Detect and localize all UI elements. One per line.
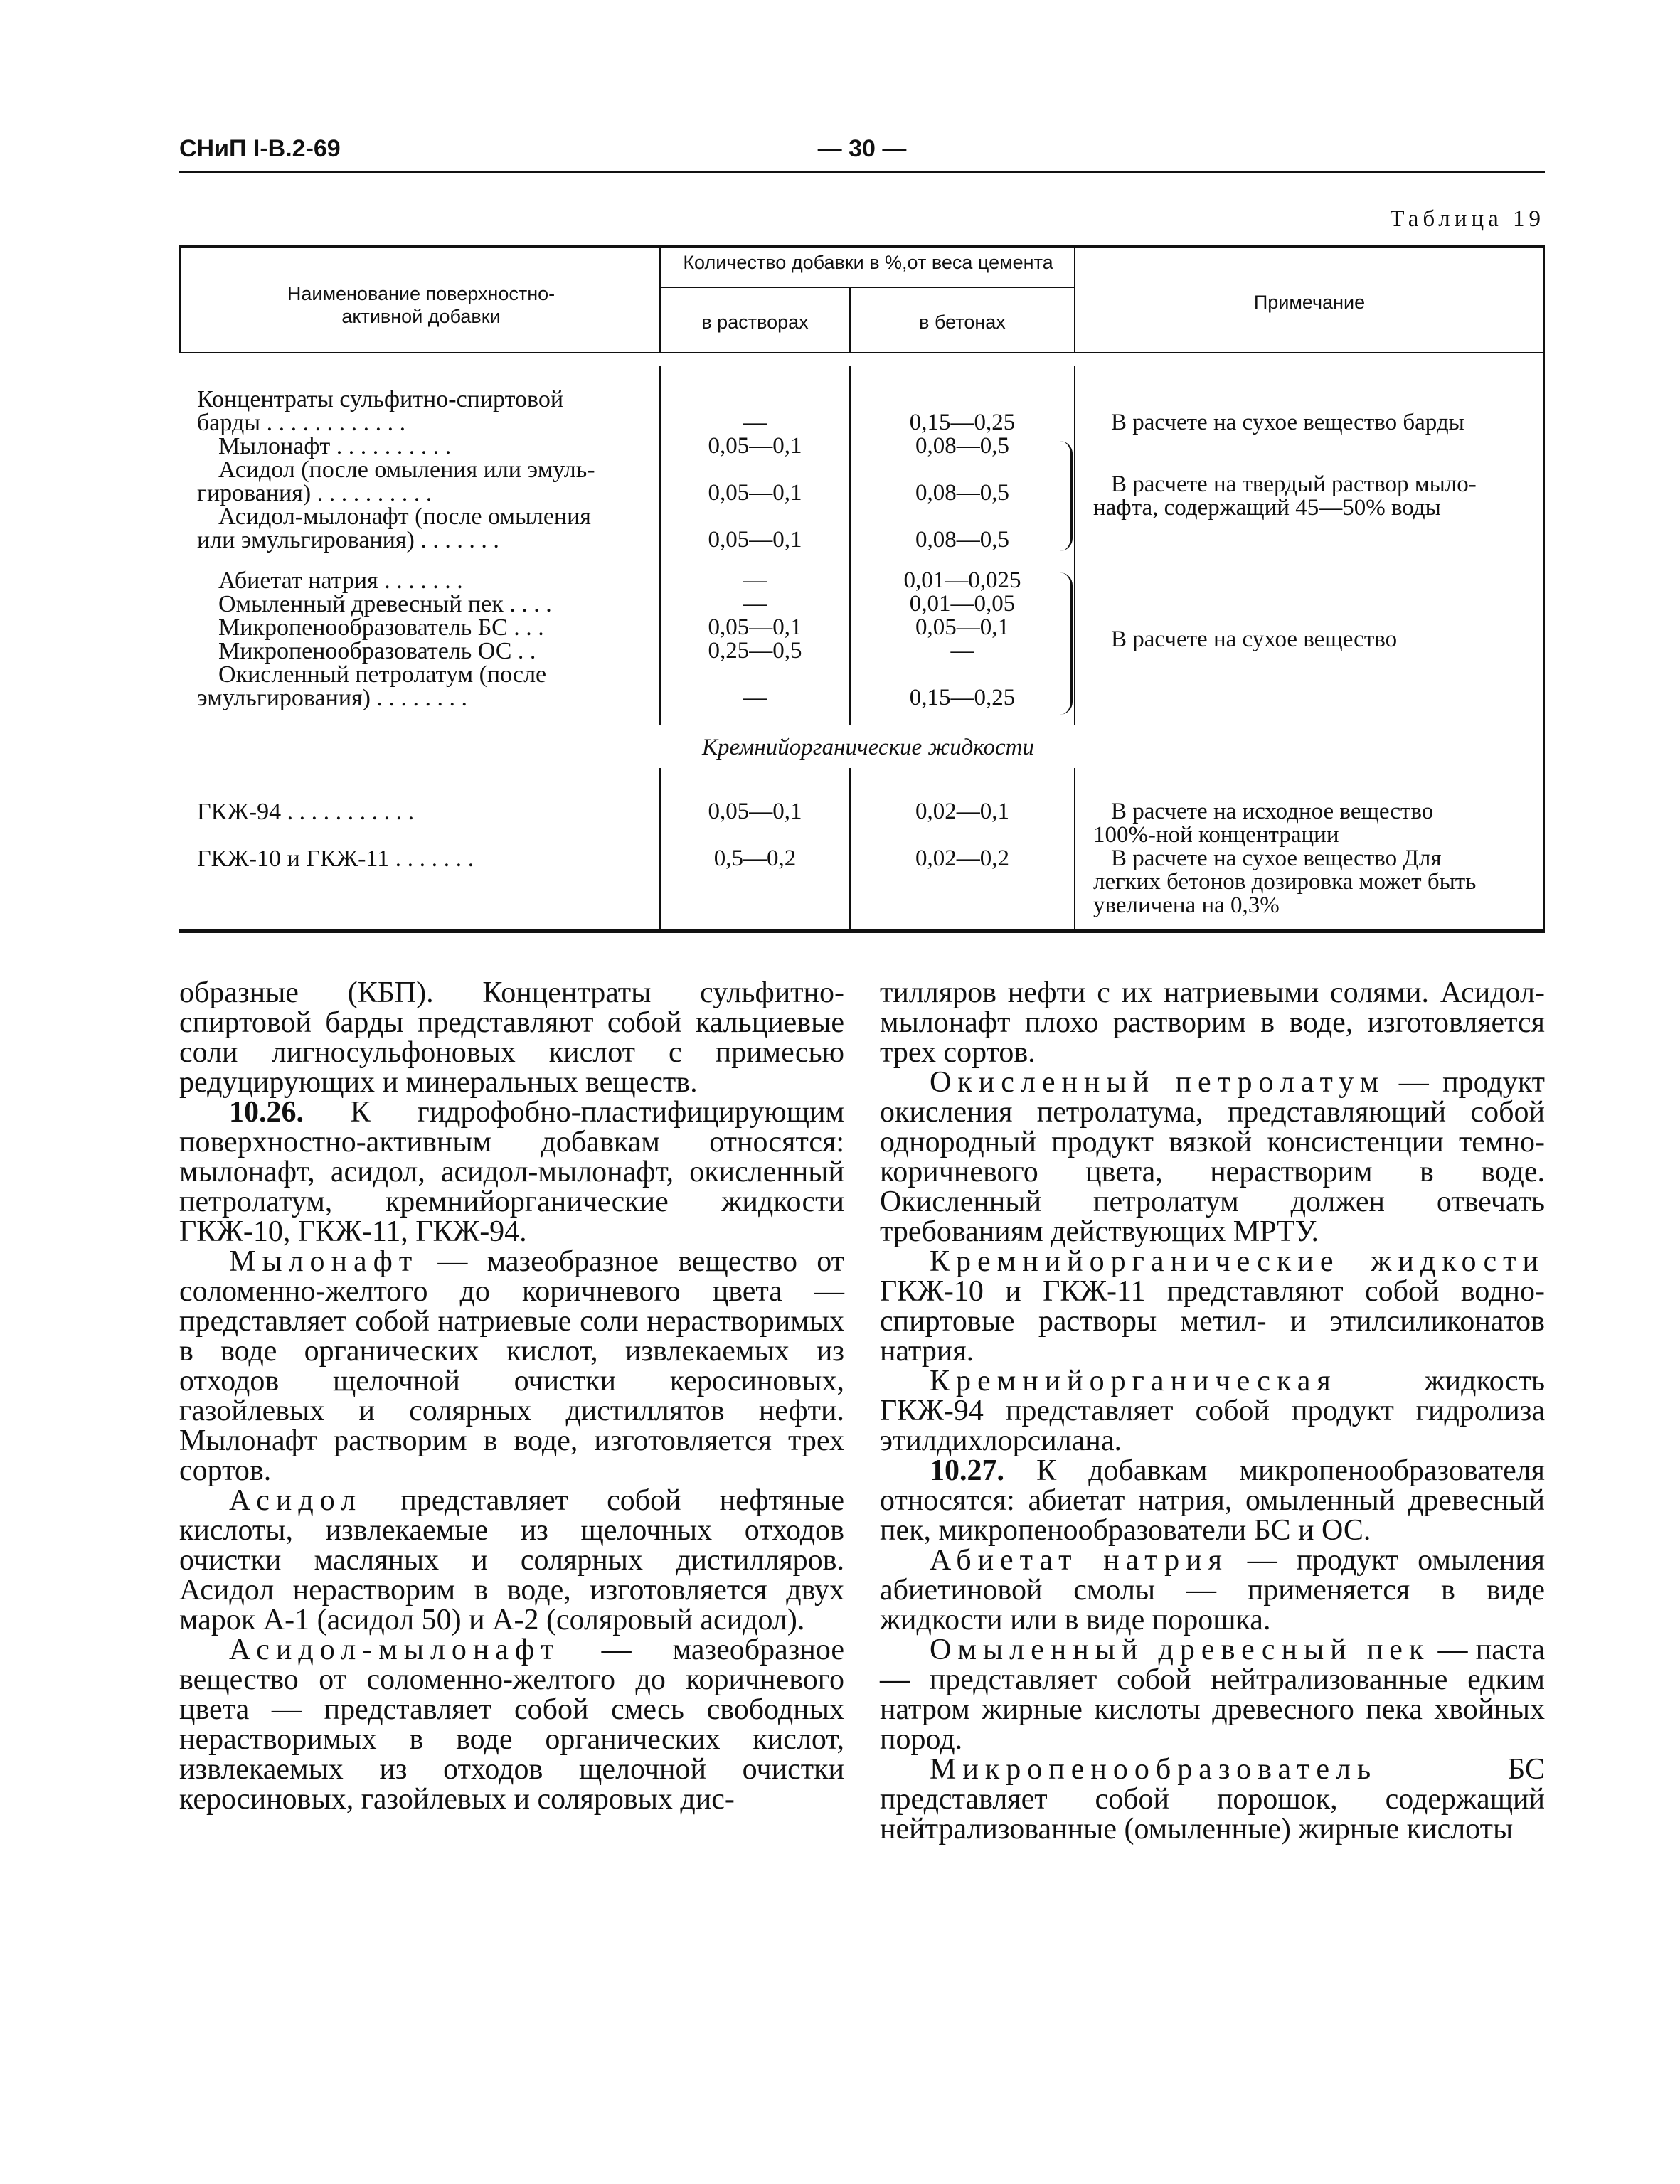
row-note: увеличена на 0,3% <box>1093 893 1280 918</box>
group-note-dry: В расчете на сухое вещество <box>1111 627 1398 652</box>
header-rule <box>179 171 1545 173</box>
brace-bracket <box>1058 572 1073 715</box>
section-number: 10.27. <box>930 1454 1004 1487</box>
paragraph-text: ГКЖ-10 и ГКЖ-11 представляют собой водно-спиртовые растворы метил- и этилсиликонатов натрия. <box>880 1275 1545 1368</box>
value-mortar: — <box>743 568 767 593</box>
table-left-border <box>179 245 181 352</box>
row-name: Абиетат натрия . . . . . . . <box>218 568 463 594</box>
section-number: 10.26. <box>229 1096 304 1129</box>
row-note: 100%-ной концентрации <box>1093 822 1339 848</box>
paragraph <box>179 1097 844 1247</box>
paragraph-text: К гидрофобно-пластифицирующим поверхностно-активным добавкам относятся: мылонафт, асидол, асидол-мылонафт, окисленный петролатум, кремнийорганические жидкости ГКЖ-10, ГКЖ-11, ГКЖ-94. <box>179 1096 844 1248</box>
term: Кремнийорганическая <box>930 1365 1337 1397</box>
value-mortar: 0,05—0,1 <box>708 433 802 459</box>
row-name: Мылонафт . . . . . . . . . . <box>218 433 452 459</box>
table-caption: Таблица 19 <box>1390 206 1545 232</box>
paragraph-text: — мазеобразное вещество от соломенно-желтого до коричневого цвета — представляет собой натриевые соли нерастворимых в воде органических кислот, извлекаемых из отходов щелочной очистки керосиновых, газойлевых и солярных дистиллятов нефти. Мылонафт растворим в воде, изготовляется трех сортов. <box>179 1245 844 1487</box>
paragraph-text: тилляров нефти с их натриевыми солями. Асидол-мылонафт плохо растворим в воде, изготовляется трех сортов. <box>880 976 1545 1069</box>
value-mortar: 0,5—0,2 <box>713 846 797 871</box>
col-header-concrete: в бетонах <box>919 311 1006 333</box>
value-concrete: 0,02—0,1 <box>915 799 1009 824</box>
table-bottom-rule <box>179 929 1545 933</box>
paragraph <box>880 978 1545 1067</box>
header-bottom-rule <box>179 352 1545 353</box>
col-header-mortar: в растворах <box>701 311 809 333</box>
col-divider-3-body2 <box>1074 768 1075 929</box>
paragraph <box>880 1456 1545 1545</box>
paragraph-text: представляет собой нефтяные кислоты, извлекаемые из щелочных отходов очистки масляных и солярных дистилляров. Асидол нерастворим в воде, изготовляется двух марок А-1 (асидол 50) и А-2 (соляровый асидол). <box>179 1484 844 1636</box>
col-header-name: Наименование поверхностно-активной добавки <box>287 283 555 327</box>
value-concrete: 0,08—0,5 <box>915 480 1009 506</box>
term: Окисленный петролатум <box>930 1066 1386 1099</box>
row-note: В расчете на сухое вещество Для <box>1111 846 1442 871</box>
value-concrete: 0,01—0,025 <box>903 568 1021 593</box>
table-top-rule <box>179 245 1545 248</box>
row-name: ГКЖ-10 и ГКЖ-11 . . . . . . . <box>197 846 474 872</box>
paragraph <box>179 1635 844 1814</box>
row-name: эмульгирования) . . . . . . . . <box>197 685 467 711</box>
term: Асидол-мылонафт <box>229 1634 560 1666</box>
value-concrete: 0,05—0,1 <box>915 614 1009 640</box>
row-name: Концентраты сульфитно-спиртовой <box>197 386 564 412</box>
term: Кремнийорганические жидкости <box>930 1245 1545 1278</box>
value-concrete: 0,01—0,05 <box>909 591 1016 617</box>
row-name: Микропенообразователь ОС . . <box>218 638 536 664</box>
paragraph <box>880 1635 1545 1754</box>
value-mortar: — <box>743 591 767 617</box>
group-note-mylonaft: нафта, содержащий 45—50% воды <box>1093 495 1441 521</box>
additives-table <box>179 245 1545 935</box>
paragraph <box>880 1545 1545 1635</box>
row-name: барды . . . . . . . . . . . . <box>197 410 406 436</box>
row-note: легких бетонов дозировка может быть <box>1093 869 1477 895</box>
document-code: СНиП I-В.2-69 <box>179 135 341 162</box>
value-mortar: — <box>743 685 767 710</box>
paragraph-text: — продукт омыления абиетиновой смолы — применяется в виде жидкости или в виде порошка. <box>880 1544 1545 1636</box>
paragraph-text: БС представляет собой порошок, содержащий нейтрализованные (омыленные) жирные кислоты <box>880 1753 1545 1845</box>
value-concrete: 0,02—0,2 <box>915 846 1009 871</box>
page-number: — 30 — <box>817 135 907 162</box>
value-concrete: 0,08—0,5 <box>915 527 1009 553</box>
term: Омыленный древесный пек <box>930 1634 1430 1666</box>
value-mortar: 0,05—0,1 <box>708 799 802 824</box>
value-mortar: 0,05—0,1 <box>708 527 802 553</box>
paragraph <box>179 1247 844 1486</box>
value-concrete: 0,08—0,5 <box>915 433 1009 459</box>
value-concrete: 0,15—0,25 <box>909 685 1016 710</box>
brace-bracket <box>1058 441 1073 551</box>
row-note: В расчете на исходное вещество <box>1111 799 1434 824</box>
paragraph-text: образные (КБП). Концентраты сульфитно-спиртовой барды представляют собой кальциевые соли лигносульфоновых кислот с примесью редуцирующих и минеральных веществ. <box>179 976 844 1099</box>
value-mortar: 0,25—0,5 <box>708 638 802 664</box>
row-name: Окисленный петролатум (после <box>218 661 547 688</box>
value-mortar: — <box>743 410 767 435</box>
row-name: Асидол-мылонафт (после омыления <box>218 504 591 530</box>
paragraph-text: — паста — представляет собой нейтрализованные едким натром жирные кислоты древесного пека хвойных пород. <box>880 1634 1545 1756</box>
paragraph <box>880 1366 1545 1456</box>
body-left-column <box>179 978 844 1814</box>
row-name: или эмульгирования) . . . . . . . <box>197 527 499 553</box>
term: Микропенообразователь <box>930 1753 1378 1786</box>
section-title: Кремнийорганические жидкости <box>702 735 1034 760</box>
value-concrete: — <box>950 638 974 664</box>
table-right-border <box>1543 245 1545 929</box>
paragraph-text: К добавкам микропенообразователя относятся: абиетат натрия, омыленный древесный пек, микропенообразователи БС и ОС. <box>880 1454 1545 1547</box>
paragraph <box>880 1754 1545 1844</box>
col-divider-3-body <box>1074 366 1075 725</box>
value-mortar: 0,05—0,1 <box>708 614 802 640</box>
value-concrete: 0,15—0,25 <box>909 410 1016 435</box>
term: Мылонафт <box>229 1245 419 1278</box>
col-header-amount: Количество добавки в %,от веса цемента <box>683 252 1053 273</box>
paragraph-text: — мазеобразное вещество от соломенно-желтого до коричневого цвета — представляет собой смесь свободных нерастворимых в воде органических кислот, извлекаемых из отходов щелочной очистки керосиновых, газойлевых и соляровых дис- <box>179 1634 844 1816</box>
term: Абиетат натрия <box>930 1544 1228 1577</box>
paragraph <box>179 1486 844 1635</box>
row-name: Омыленный древесный пек . . . . <box>218 591 552 617</box>
paragraph <box>880 1067 1545 1247</box>
body-right-column <box>880 978 1545 1844</box>
row-name: гирования) . . . . . . . . . . <box>197 480 432 506</box>
value-mortar: 0,05—0,1 <box>708 480 802 506</box>
row-name: ГКЖ-94 . . . . . . . . . . . <box>197 799 415 825</box>
paragraph <box>880 1247 1545 1366</box>
row-name: Асидол (после омыления или эмуль- <box>218 457 595 483</box>
col-header-note: Примечание <box>1253 292 1366 313</box>
group-note-mylonaft: В расчете на твердый раствор мыло- <box>1111 472 1477 497</box>
paragraph <box>179 978 844 1097</box>
subheader-rule <box>659 287 1075 288</box>
row-name: Микропенообразователь БС . . . <box>218 614 544 641</box>
term: Асидол <box>229 1484 363 1517</box>
row-note: В расчете на сухое вещество барды <box>1111 410 1464 435</box>
paragraph-text: — продукт окисления петролатума, представляющий собой однородный продукт вязкой консистенции темно-коричневого цвета, нерастворим в воде. Окисленный петролатум должен отвечать требованиям действующих МРТУ. <box>880 1066 1546 1248</box>
paragraph-text: жидкость ГКЖ-94 представляет собой продукт гидролиза этилдихлорсилана. <box>880 1365 1545 1457</box>
